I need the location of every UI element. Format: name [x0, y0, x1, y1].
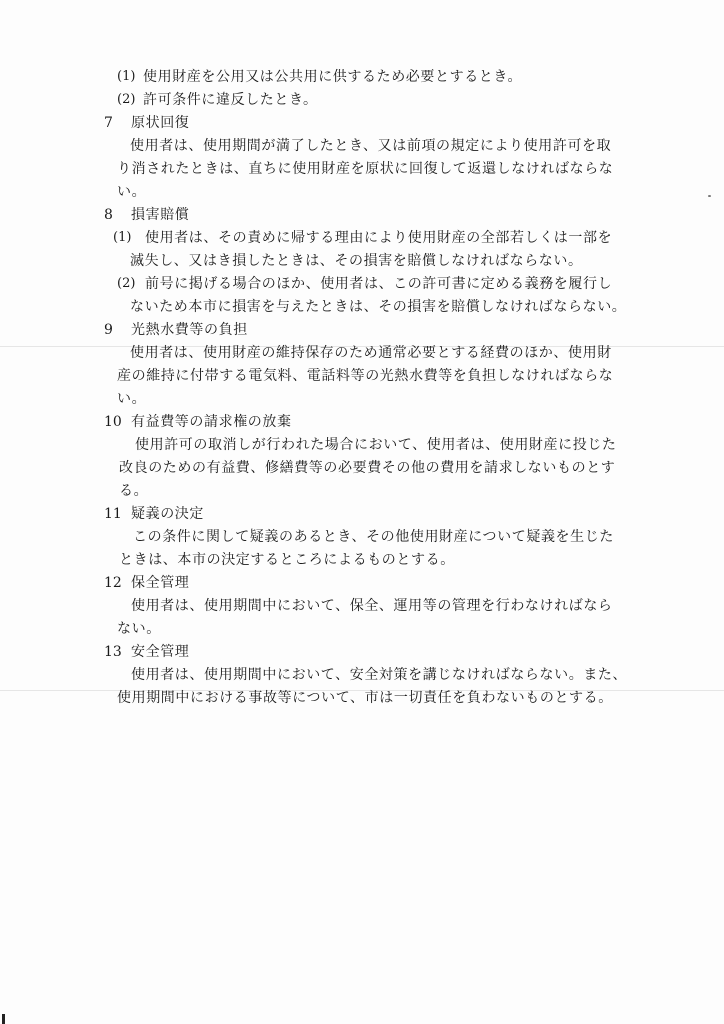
s11-number: 11 [104, 506, 122, 522]
scan-speck [708, 195, 711, 197]
s8-item-1-number: (1) [113, 230, 132, 245]
s7-line-3: い。 [117, 184, 147, 200]
s9-number: 9 [104, 322, 113, 338]
s8-item-1-line-1: 使用者は、その責めに帰する理由により使用財産の全部若しくは一部を [145, 230, 613, 246]
s8-item-2-line-1: 前号に掲げる場合のほか、使用者は、この許可書に定める義務を履行し [145, 276, 613, 292]
s8-title: 損害賠償 [131, 207, 190, 223]
s13-line-1: 使用者は、使用期間中において、安全対策を講じなければならない。また、 [131, 667, 628, 683]
s10-line-1: 使用許可の取消しが行われた場合において、使用者は、使用財産に投じた [135, 437, 617, 453]
s9-line-3: い。 [117, 391, 147, 407]
s8-item-1-line-2: 滅失し、又はき損したときは、その損害を賠償しなければならない。 [130, 253, 583, 269]
s13-line-2: 使用期間中における事故等について、市は一切責任を負わないものとする。 [117, 690, 613, 706]
s10-line-3: る。 [119, 483, 149, 499]
s11-line-2: ときは、本市の決定するところによるものとする。 [119, 552, 455, 568]
s9-title: 光熱水費等の負担 [131, 322, 248, 338]
s10-line-2: 改良のための有益費、修繕費等の必要費その他の費用を請求しないものとす [119, 460, 616, 476]
s8-number: 8 [104, 207, 113, 223]
s10-number: 10 [104, 414, 122, 430]
s6-item-2-text: 許可条件に違反したとき。 [143, 92, 318, 108]
s12-line-2: ない。 [117, 621, 161, 637]
s6-item-1-text: 使用財産を公用又は公共用に供するため必要とするとき。 [143, 69, 523, 85]
s13-title: 安全管理 [131, 644, 190, 660]
s12-line-1: 使用者は、使用期間中において、保全、運用等の管理を行わなければなら [131, 598, 613, 614]
scan-speck [2, 1014, 5, 1024]
s13-number: 13 [104, 644, 122, 660]
s11-line-1: この条件に関して疑義のあるとき、その他使用財産について疑義を生じた [133, 529, 614, 545]
s8-item-2-line-2: ないため本市に損害を与えたときは、その損害を賠償しなければならない。 [130, 299, 627, 315]
s7-line-2: り消されたときは、直ちに使用財産を原状に回復して返還しなければならな [117, 161, 614, 177]
s9-line-2: 産の維持に付帯する電気料、電話料等の光熱水費等を負担しなければならな [117, 368, 614, 384]
s7-number: 7 [104, 115, 113, 131]
s7-title: 原状回復 [131, 115, 190, 131]
s9-line-1: 使用者は、使用財産の維持保存のため通常必要とする経費のほか、使用財 [130, 345, 612, 361]
s6-item-1-number: (1) [117, 69, 136, 84]
s10-title: 有益費等の請求権の放棄 [131, 414, 292, 430]
s7-line-1: 使用者は、使用期間が満了したとき、又は前項の規定により使用許可を取 [130, 138, 612, 154]
s12-title: 保全管理 [131, 575, 190, 591]
s8-item-2-number: (2) [117, 276, 136, 291]
s11-title: 疑義の決定 [131, 506, 204, 522]
s6-item-2-number: (2) [117, 92, 136, 107]
s12-number: 12 [104, 575, 122, 591]
